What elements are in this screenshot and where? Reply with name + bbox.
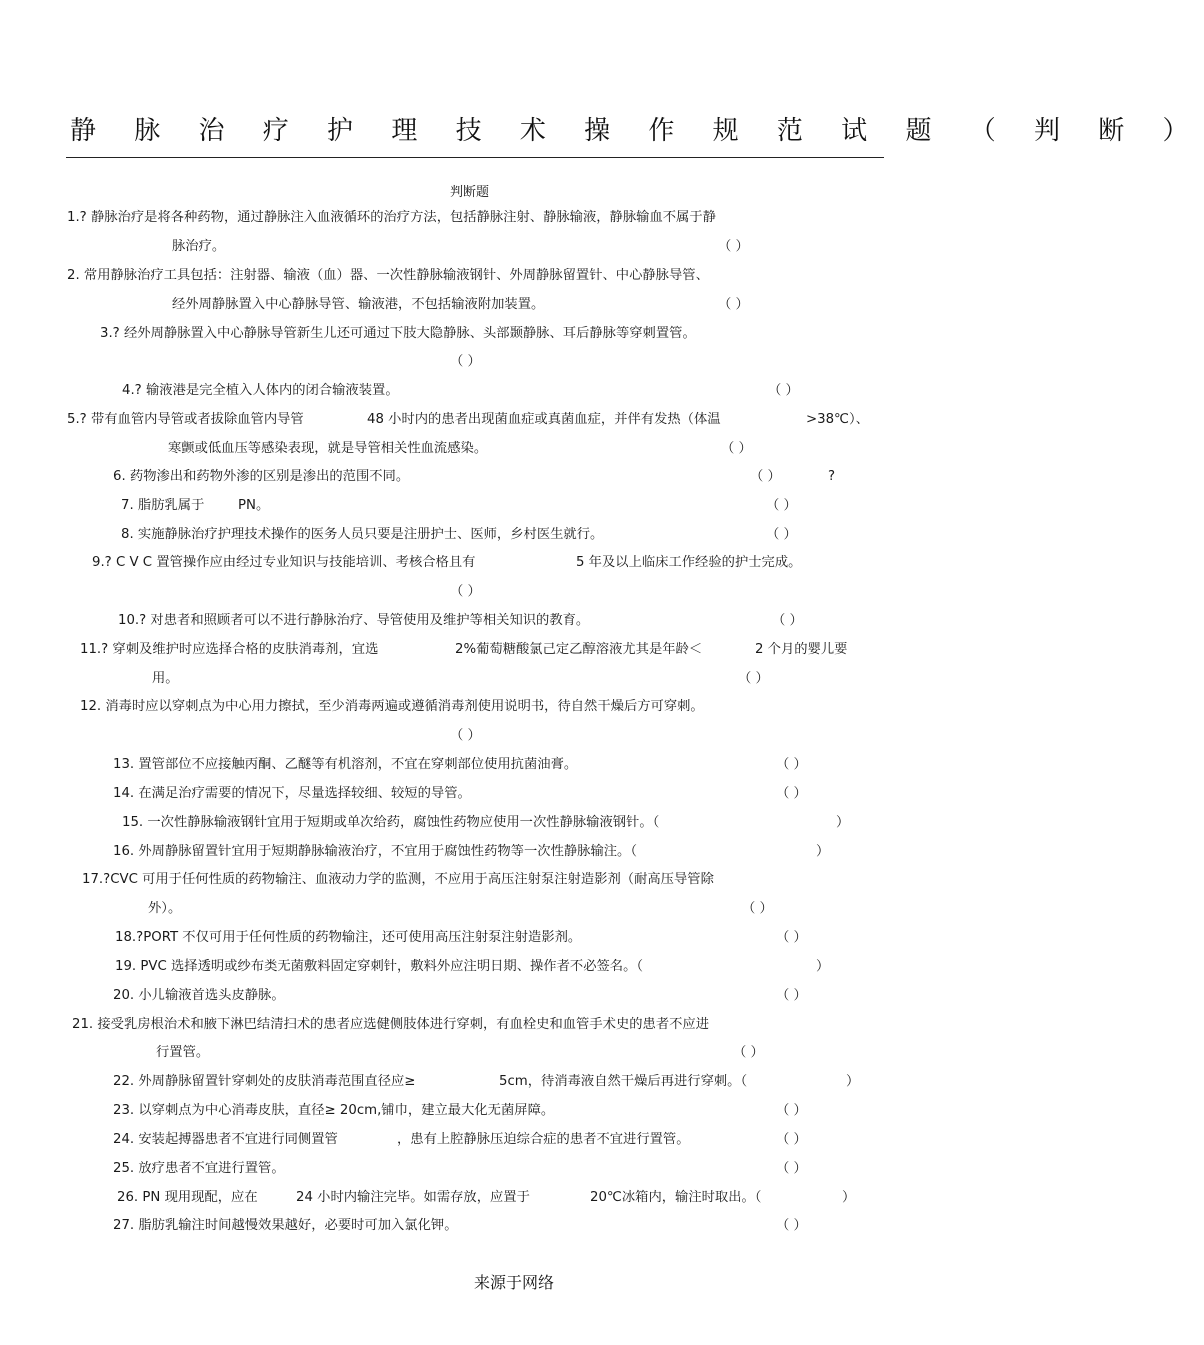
q26-line1c: 20℃冰箱内，输注时取出。（ bbox=[590, 1190, 762, 1205]
q9-line1b: 5 年及以上临床工作经验的护士完成。 bbox=[576, 555, 802, 570]
q2-answer-bracket[interactable]: （ ） bbox=[718, 297, 749, 312]
q9-line1a: 9.? C V C 置管操作应由经过专业知识与技能培训、考核合格且有 bbox=[92, 555, 476, 570]
q20-answer-bracket[interactable]: （ ） bbox=[776, 988, 807, 1003]
q5-line2: 寒颤或低血压等感染表现，就是导管相关性血流感染。 bbox=[168, 441, 488, 456]
q27-line1: 27. 脂肪乳输注时间越慢效果越好，必要时可加入氯化钾。 bbox=[113, 1218, 458, 1233]
q11-line1c: 2 个月的婴儿要 bbox=[755, 642, 848, 657]
q26-line1b: 24 小时内输注完毕。如需存放，应置于 bbox=[296, 1190, 530, 1205]
q3-answer-bracket[interactable]: （ ） bbox=[450, 354, 481, 369]
q17-answer-bracket[interactable]: （ ） bbox=[742, 901, 773, 916]
document-title: 静 脉 治 疗 护 理 技 术 操 作 规 范 试 题 （ 判 断 ） bbox=[70, 116, 1204, 146]
q14-answer-bracket[interactable]: （ ） bbox=[776, 786, 807, 801]
q7-line1b: PN。 bbox=[238, 498, 270, 513]
q22-line1b: 5cm，待消毒液自然干燥后再进行穿刺。（ bbox=[499, 1074, 748, 1089]
q23-line1: 23. 以穿刺点为中心消毒皮肤，直径≥ 20cm,铺巾，建立最大化无菌屏障。 bbox=[113, 1103, 555, 1118]
q5-line1b: 48 小时内的患者出现菌血症或真菌血症，并伴有发热（体温 bbox=[367, 412, 721, 427]
q4-line1: 4.? 输液港是完全植入人体内的闭合输液装置。 bbox=[122, 383, 399, 398]
q14-line1: 14. 在满足治疗需要的情况下，尽量选择较细、较短的导管。 bbox=[113, 786, 471, 801]
q13-line1: 13. 置管部位不应接触丙酮、乙醚等有机溶剂，不宜在穿刺部位使用抗菌油膏。 bbox=[113, 757, 578, 772]
q4-answer-bracket[interactable]: （ ） bbox=[768, 383, 799, 398]
q12-line1: 12. 消毒时应以穿刺点为中心用力擦拭，至少消毒两遍或遵循消毒剂使用说明书，待自然干燥后方可穿刺。 bbox=[80, 699, 704, 714]
q15-line1: 15. 一次性静脉输液钢针宜用于短期或单次给药，腐蚀性药物应使用一次性静脉输液钢针。（ bbox=[122, 815, 660, 830]
q11-line1b: 2%葡萄糖酸氯己定乙醇溶液尤其是年龄＜ bbox=[455, 642, 703, 657]
q11-line2: 用。 bbox=[152, 671, 179, 686]
q24-line1b: ，患有上腔静脉压迫综合症的患者不宜进行置管。 bbox=[397, 1132, 690, 1147]
q15-answer-close[interactable]: ） bbox=[836, 815, 850, 830]
q6-mark: ? bbox=[828, 469, 836, 484]
q18-answer-bracket[interactable]: （ ） bbox=[776, 930, 807, 945]
q16-answer-close[interactable]: ） bbox=[816, 844, 830, 859]
q5-line1c: >38℃）、 bbox=[806, 412, 869, 427]
q21-answer-bracket[interactable]: （ ） bbox=[733, 1045, 764, 1060]
q10-answer-bracket[interactable]: （ ） bbox=[772, 613, 803, 628]
q10-line1: 10.? 对患者和照顾者可以不进行静脉治疗、导管使用及维护等相关知识的教育。 bbox=[118, 613, 590, 628]
q6-answer-bracket[interactable]: （ ） bbox=[750, 469, 781, 484]
q22-answer-close[interactable]: ） bbox=[846, 1074, 860, 1089]
q21-line2: 行置管。 bbox=[156, 1045, 210, 1060]
q17-line1: 17.?CVC 可用于任何性质的药物输注、血液动力学的监测，不应用于高压注射泵注射造影剂（耐高压导管除 bbox=[82, 872, 714, 887]
q5-answer-bracket[interactable]: （ ） bbox=[721, 441, 752, 456]
q5-line1a: 5.? 带有血管内导管或者拔除血管内导管 bbox=[67, 412, 304, 427]
q21-line1: 21. 接受乳房根治术和腋下淋巴结清扫术的患者应选健侧肢体进行穿刺，有血栓史和血管手术史的患者不应进 bbox=[72, 1017, 710, 1032]
q19-answer-close[interactable]: ） bbox=[816, 959, 830, 974]
q25-answer-bracket[interactable]: （ ） bbox=[776, 1161, 807, 1176]
q27-answer-bracket[interactable]: （ ） bbox=[776, 1218, 807, 1233]
q7-answer-bracket[interactable]: （ ） bbox=[766, 498, 797, 513]
q24-line1a: 24. 安装起搏器患者不宜进行同侧置管 bbox=[113, 1132, 338, 1147]
q11-answer-bracket[interactable]: （ ） bbox=[738, 671, 769, 686]
q2-line1: 2. 常用静脉治疗工具包括：注射器、输液（血）器、一次性静脉输液钢针、外周静脉留置针、中心静脉导管、 bbox=[67, 268, 709, 283]
q1-line2: 脉治疗。 bbox=[172, 239, 226, 254]
source-footer: 来源于网络 bbox=[474, 1273, 555, 1292]
q1-answer-bracket[interactable]: （ ） bbox=[718, 239, 749, 254]
q9-answer-bracket[interactable]: （ ） bbox=[450, 584, 481, 599]
q24-answer-bracket[interactable]: （ ） bbox=[776, 1132, 807, 1147]
q8-line1: 8. 实施静脉治疗护理技术操作的医务人员只要是注册护士、医师，乡村医生就行。 bbox=[121, 527, 604, 542]
q22-line1a: 22. 外周静脉留置针穿刺处的皮肤消毒范围直径应≥ bbox=[113, 1074, 416, 1089]
q26-answer-close[interactable]: ） bbox=[842, 1190, 856, 1205]
q12-answer-bracket[interactable]: （ ） bbox=[450, 728, 481, 743]
q20-line1: 20. 小儿输液首选头皮静脉。 bbox=[113, 988, 285, 1003]
q7-line1a: 7. 脂肪乳属于 bbox=[121, 498, 205, 513]
q1-line1: 1.? 静脉治疗是将各种药物，通过静脉注入血液循环的治疗方法，包括静脉注射、静脉输液，静脉输血不属于静 bbox=[67, 210, 716, 225]
q26-line1a: 26. PN 现用现配，应在 bbox=[117, 1190, 258, 1205]
q16-line1: 16. 外周静脉留置针宜用于短期静脉输液治疗，不宜用于腐蚀性药物等一次性静脉输注。（ bbox=[113, 844, 638, 859]
q11-line1a: 11.? 穿刺及维护时应选择合格的皮肤消毒剂，宜选 bbox=[80, 642, 379, 657]
q17-line2: 外）。 bbox=[148, 901, 182, 916]
q8-answer-bracket[interactable]: （ ） bbox=[766, 527, 797, 542]
title-rule bbox=[66, 157, 884, 158]
q19-line1: 19. PVC 选择透明或纱布类无菌敷料固定穿刺针，敷料外应注明日期、操作者不必签名。（ bbox=[115, 959, 644, 974]
q6-line1: 6. 药物渗出和药物外渗的区别是渗出的范围不同。 bbox=[113, 469, 410, 484]
q23-answer-bracket[interactable]: （ ） bbox=[776, 1103, 807, 1118]
q2-line2: 经外周静脉置入中心静脉导管、输液港，不包括输液附加装置。 bbox=[172, 297, 545, 312]
q13-answer-bracket[interactable]: （ ） bbox=[776, 757, 807, 772]
section-title: 判断题 bbox=[450, 185, 490, 200]
q25-line1: 25. 放疗患者不宜进行置管。 bbox=[113, 1161, 285, 1176]
q3-line1: 3.? 经外周静脉置入中心静脉导管新生儿还可通过下肢大隐静脉、头部颞静脉、耳后静脉等穿刺置管。 bbox=[100, 326, 696, 341]
q18-line1: 18.?PORT 不仅可用于任何性质的药物输注，还可使用高压注射泵注射造影剂。 bbox=[115, 930, 582, 945]
